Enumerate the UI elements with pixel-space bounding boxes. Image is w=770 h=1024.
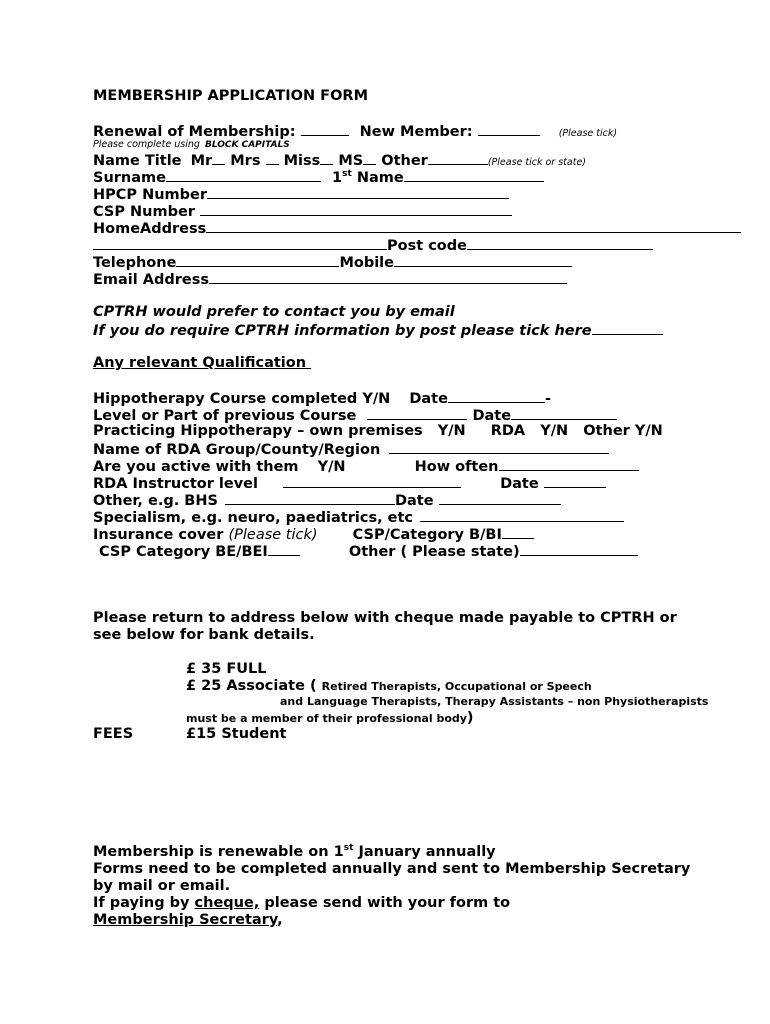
contact-email-text: CPTRH would prefer to contact you by email (93, 304, 455, 320)
miss-label: Miss (283, 153, 321, 169)
hpcp-label: HPCP Number (93, 187, 208, 203)
specialism-label: Specialism, e.g. neuro, paediatrics, etc (93, 510, 413, 526)
other-title-field[interactable] (428, 151, 488, 165)
rda-instructor-field[interactable] (283, 474, 461, 488)
practicing-label: Practicing Hippotherapy – own premises (93, 423, 423, 439)
secretary-row (93, 912, 283, 929)
csp-cat-be-tick-field[interactable] (268, 542, 300, 556)
csp-cat-b-label: CSP/Category B/BI (352, 527, 502, 543)
other-bhs-field[interactable] (225, 491, 395, 505)
rda-group-field[interactable] (389, 440, 609, 454)
mobile-field[interactable] (394, 253, 572, 267)
bhs-date-label: Date (394, 493, 434, 509)
ms-label: MS (338, 153, 364, 169)
instructor-date-label: Date (500, 476, 539, 492)
miss-tick-field[interactable] (320, 151, 333, 165)
home-address-label: HomeAddress (93, 221, 207, 237)
new-member-tick-field[interactable] (478, 122, 540, 136)
telephone-label: Telephone (93, 255, 177, 271)
block-caps-prefix: Please complete using (93, 139, 200, 150)
own-premises-yn[interactable]: Y/N (437, 423, 466, 439)
rda-group-label: Name of RDA Group/County/Region (93, 442, 381, 458)
level-date-field[interactable] (511, 406, 617, 420)
cheque-prefix: If paying by (93, 895, 195, 911)
secretary-text: Membership Secretary (93, 912, 278, 928)
fees-label: FEES (93, 726, 134, 742)
fee-associate-note-1: Retired Therapists, Occupational or Speech (321, 680, 592, 693)
renewable-sup: st (343, 843, 354, 854)
level-field[interactable] (367, 406, 467, 420)
qualification-text: Any relevant Qualification (93, 355, 307, 371)
contact-post-row (93, 321, 663, 340)
cheque-word: cheque, (194, 895, 260, 911)
block-caps-text: BLOCK CAPITALS (204, 140, 290, 150)
renewable-suffix: January annually (353, 844, 496, 860)
insurance-note: (Please tick) (228, 527, 318, 543)
home-address-field-2[interactable] (93, 236, 387, 250)
renewable-row (93, 844, 496, 861)
hippo-course-label: Hippotherapy Course completed Y/N (93, 391, 391, 407)
hippo-date-field[interactable] (448, 389, 545, 403)
mr-label: Mr (190, 153, 213, 169)
instructor-date-field[interactable] (544, 474, 606, 488)
mrs-tick-field[interactable] (266, 151, 279, 165)
practicing-row (93, 423, 663, 440)
level-date-label: Date (472, 408, 512, 424)
hippo-dash: - (544, 391, 551, 407)
specialism-field[interactable] (420, 508, 624, 522)
fee-associate-close: ) (466, 710, 474, 726)
other-yn[interactable]: Other Y/N (583, 423, 663, 439)
level-label: Level or Part of previous Course (93, 408, 357, 424)
first-name-num: 1 (332, 170, 343, 186)
surname-field[interactable] (166, 168, 321, 182)
fee-student: £15 Student (186, 726, 287, 742)
post-tick-field[interactable] (592, 321, 663, 335)
cheque-row (93, 895, 510, 912)
return-line-1: Please return to address below with cheque made payable to CPTRH or (93, 610, 677, 626)
csp-number-field[interactable] (200, 202, 512, 216)
please-tick-note: (Please tick) (558, 128, 618, 139)
qualification-heading (93, 355, 311, 372)
fee-full: £ 35 FULL (186, 661, 267, 677)
surname-label: Surname (93, 170, 166, 186)
cheque-suffix: please send with your form to (259, 895, 511, 911)
email-row (93, 270, 567, 289)
forms-line-1: Forms need to be completed annually and sent to Membership Secretary (93, 861, 691, 877)
telephone-field[interactable] (176, 253, 339, 267)
rda-label: RDA (490, 423, 526, 439)
active-label: Are you active with them (93, 459, 299, 475)
ms-tick-field[interactable] (363, 151, 376, 165)
new-member-label: New Member: (359, 124, 473, 140)
renewal-label: Renewal of Membership: (93, 124, 296, 140)
csp-cat-be-label: CSP Category BE/BEI (99, 544, 268, 560)
renewal-tick-field[interactable] (301, 122, 349, 136)
csp-cat-be-row (99, 542, 638, 561)
other-state-field[interactable] (520, 542, 638, 556)
hippo-date-label: Date (409, 391, 448, 407)
fee-associate-label: £ 25 Associate ( (186, 678, 317, 694)
hpcp-field[interactable] (207, 185, 509, 199)
first-name-field[interactable] (404, 168, 544, 182)
how-often-field[interactable] (499, 457, 639, 471)
active-yn[interactable]: Y/N (317, 459, 346, 475)
other-bhs-label: Other, e.g. BHS (93, 493, 218, 509)
home-address-field[interactable] (206, 219, 741, 233)
other-state-label: Other ( Please state) (348, 544, 520, 560)
csp-number-label: CSP Number (93, 204, 195, 220)
fee-associate-note-3: must be a member of their professional body (186, 712, 467, 725)
bhs-date-field[interactable] (439, 491, 561, 505)
mobile-label: Mobile (339, 255, 394, 271)
email-label: Email Address (93, 272, 210, 288)
first-name-sup: st (342, 169, 352, 180)
block-capitals-note (93, 137, 290, 151)
contact-post-text: If you do require CPTRH information by post please tick here (93, 323, 592, 339)
tick-or-state-note: (Please tick or state) (487, 157, 587, 168)
return-line-2: see below for bank details. (93, 627, 315, 643)
email-field[interactable] (209, 270, 567, 284)
post-code-field[interactable] (467, 236, 653, 250)
secretary-comma: , (277, 912, 283, 928)
post-code-label: Post code (387, 238, 467, 254)
name-title-label: Name Title (93, 153, 182, 169)
form-title: MEMBERSHIP APPLICATION FORM (93, 88, 369, 104)
mr-tick-field[interactable] (212, 151, 225, 165)
first-name-word: Name (356, 170, 404, 186)
fee-associate-note-3-row (186, 707, 474, 726)
rda-yn[interactable]: Y/N (540, 423, 569, 439)
fee-associate-row (186, 678, 592, 695)
forms-line-2: by mail or email. (93, 878, 231, 894)
rda-instructor-label: RDA Instructor level (93, 476, 258, 492)
how-often-label: How often (414, 459, 499, 475)
mrs-label: Mrs (230, 153, 261, 169)
csp-cat-b-tick-field[interactable] (502, 525, 534, 539)
first-name-label (332, 170, 404, 186)
other-title-label: Other (381, 153, 428, 169)
fee-associate-note-2: and Language Therapists, Therapy Assistants – non Physiotherapists (280, 695, 709, 708)
insurance-label: Insurance cover (93, 527, 224, 543)
renewable-prefix: Membership is renewable on 1 (93, 844, 344, 860)
